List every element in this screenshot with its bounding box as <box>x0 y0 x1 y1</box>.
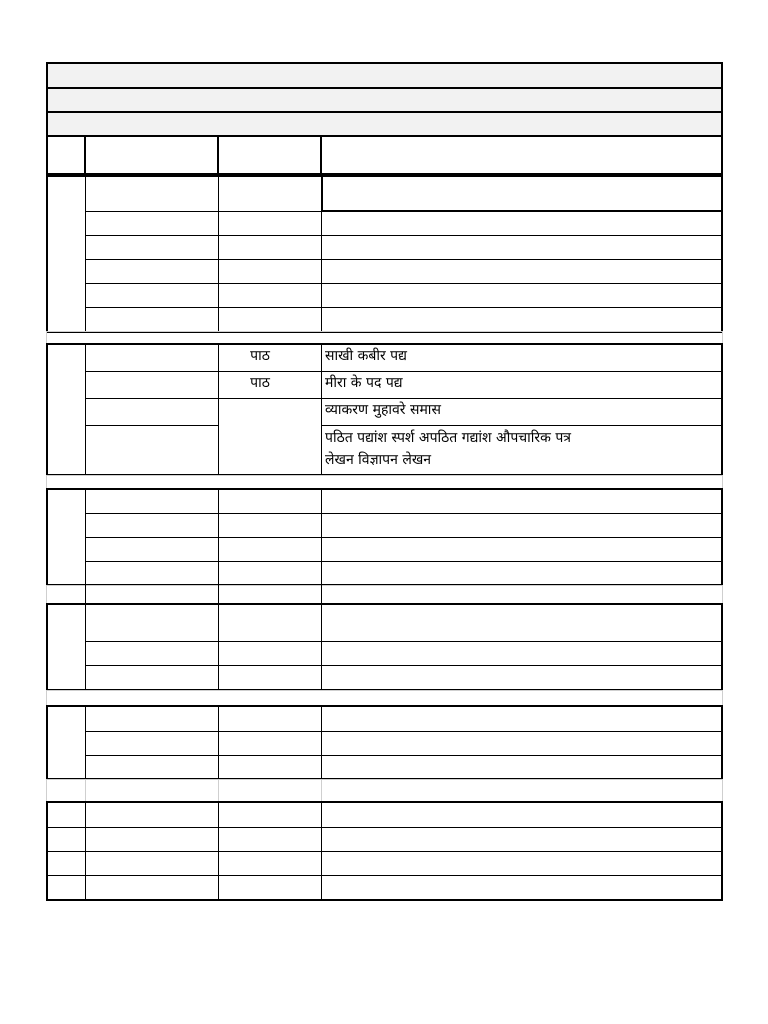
group1-row5-c4 <box>321 283 723 308</box>
group2-row1-type: पाठ <box>250 348 270 364</box>
spacer-row-3-c3 <box>218 585 322 604</box>
group1-row5-c2 <box>85 283 219 308</box>
group1-row4-c4 <box>321 259 723 284</box>
group1-row5-c3 <box>218 283 322 308</box>
group3-row2-c2 <box>85 513 219 538</box>
group5-row2-c3 <box>218 731 322 756</box>
group6-row1-c1 <box>46 802 86 828</box>
group6-row1-c2 <box>85 802 219 828</box>
group6-row3-c4 <box>321 851 723 876</box>
group6-row2-c2 <box>85 827 219 852</box>
group1-row1-c2 <box>85 175 219 212</box>
group2-row4-content-line2: लेखन विज्ञापन लेखन <box>325 452 432 468</box>
col-header-1 <box>46 135 86 175</box>
group1-row2-c3 <box>218 211 322 236</box>
group3-row4-c4 <box>321 561 723 585</box>
group4-index-cell <box>46 604 86 690</box>
group6-row4-c4 <box>321 875 723 900</box>
group1-row1-c3 <box>218 175 322 212</box>
group3-row4-c3 <box>218 561 322 585</box>
group1-row1-c4 <box>321 175 723 212</box>
header-bar-2 <box>46 87 723 113</box>
group6-row4-c2 <box>85 875 219 900</box>
group5-row3-c2 <box>85 755 219 779</box>
group5-row1-c2 <box>85 706 219 732</box>
group1-row6-c4 <box>321 307 723 332</box>
group3-row1-c2 <box>85 489 219 514</box>
group1-row3-c2 <box>85 235 219 260</box>
group6-row2-c4 <box>321 827 723 852</box>
group1-row6-c2 <box>85 307 219 332</box>
group1-row2-c4 <box>321 211 723 236</box>
header-bar-1 <box>46 62 723 89</box>
group4-row3-c2 <box>85 665 219 690</box>
group3-row1-c3 <box>218 489 322 514</box>
spacer-row-2 <box>46 475 723 489</box>
group6-row1-c4 <box>321 802 723 828</box>
spacer-row-5-c2 <box>85 779 219 802</box>
group5-row1-c4 <box>321 706 723 732</box>
col-header-2 <box>84 135 219 175</box>
group1-row4-c2 <box>85 259 219 284</box>
group1-row3-c3 <box>218 235 322 260</box>
group4-row2-c3 <box>218 641 322 666</box>
group3-row3-c4 <box>321 537 723 562</box>
group4-row2-c4 <box>321 641 723 666</box>
group2-row1-c2 <box>85 344 219 372</box>
group1-row3-c4 <box>321 235 723 260</box>
spacer-row-4 <box>46 690 723 706</box>
group6-row4-c1 <box>46 875 86 900</box>
group6-row3-c1 <box>46 851 86 876</box>
spacer-row-5-c3 <box>218 779 322 802</box>
group4-row1-c2 <box>85 604 219 642</box>
group4-row1-c4 <box>321 604 723 642</box>
group4-row1-c3 <box>218 604 322 642</box>
group6-row2-c1 <box>46 827 86 852</box>
group5-index-cell <box>46 706 86 779</box>
spacer-row-1 <box>46 331 723 345</box>
group3-row3-c3 <box>218 537 322 562</box>
group5-row2-c4 <box>321 731 723 756</box>
group2-row4-c2 <box>85 425 219 475</box>
group4-row2-c2 <box>85 641 219 666</box>
group2-row1-content: साखी कबीर पद्य <box>325 348 407 364</box>
group5-row3-c3 <box>218 755 322 779</box>
group2-row3-content: व्याकरण मुहावरे समास <box>325 402 441 418</box>
group1-index-cell <box>46 175 86 332</box>
group3-row2-c4 <box>321 513 723 538</box>
group1-row2-c2 <box>85 211 219 236</box>
group6-row1-c3 <box>218 802 322 828</box>
group4-row3-c4 <box>321 665 723 690</box>
group2-row2-content: मीरा के पद पद्य <box>325 375 403 391</box>
group2-row3-c2 <box>85 398 219 426</box>
group1-row6-c3 <box>218 307 322 332</box>
group6-row3-c3 <box>218 851 322 876</box>
header-bar-3 <box>46 111 723 137</box>
group2-index-cell <box>46 344 86 475</box>
group2-row34-c3 <box>218 398 322 475</box>
group6-row3-c2 <box>85 851 219 876</box>
group3-index-cell <box>46 489 86 585</box>
group3-row1-c4 <box>321 489 723 514</box>
group6-row4-c3 <box>218 875 322 900</box>
group5-row3-c4 <box>321 755 723 779</box>
group5-row2-c2 <box>85 731 219 756</box>
group2-row2-type: पाठ <box>250 375 270 391</box>
group6-row2-c3 <box>218 827 322 852</box>
group2-row4-content-line1: पठित पद्यांश स्पर्श अपठित गद्यांश औपचारिक पत्र <box>325 430 572 446</box>
group1-row4-c3 <box>218 259 322 284</box>
group5-row1-c3 <box>218 706 322 732</box>
group3-row3-c2 <box>85 537 219 562</box>
group3-row2-c3 <box>218 513 322 538</box>
spacer-row-3-c2 <box>85 585 219 604</box>
col-header-4 <box>320 135 723 175</box>
col-header-3 <box>217 135 322 175</box>
group4-row3-c3 <box>218 665 322 690</box>
group2-row2-c2 <box>85 371 219 399</box>
group3-row4-c2 <box>85 561 219 585</box>
